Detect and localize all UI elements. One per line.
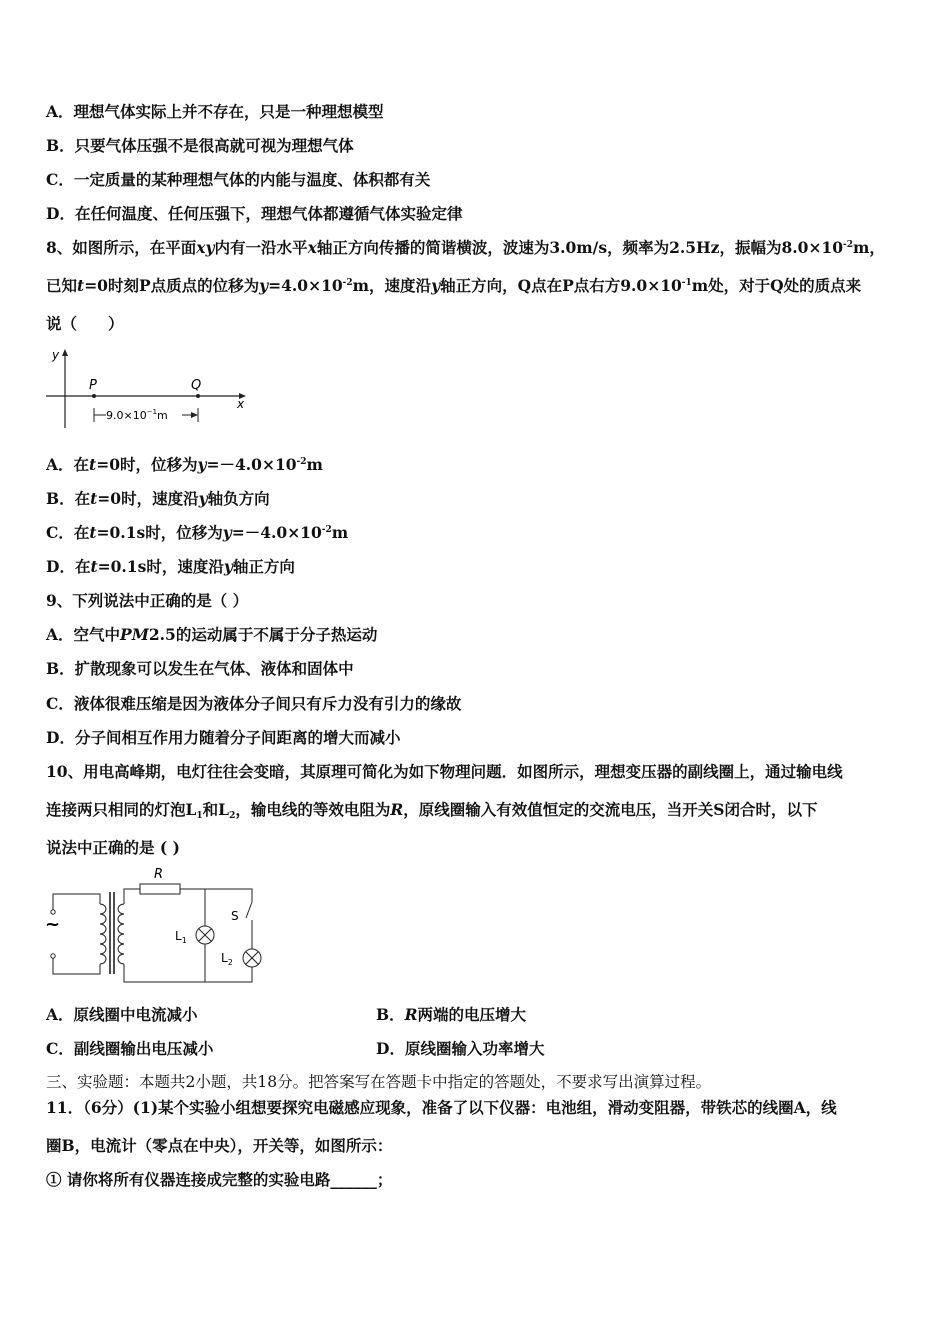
- option-label: C．: [46, 694, 74, 713]
- text: m: [331, 523, 349, 542]
- x-axis-label: x: [237, 397, 245, 411]
- q8-stem-line-1: [46, 238, 885, 258]
- distance-label: $9.0\times 10^{-1}m$: [106, 408, 168, 422]
- text: 和L: [202, 800, 230, 819]
- secondary-wire-top: [124, 889, 140, 904]
- y-axis-arrow: [62, 349, 68, 356]
- text: m，: [853, 238, 885, 257]
- option-label: C．: [46, 170, 74, 189]
- var-y: y: [259, 276, 269, 295]
- resistor-r: [140, 884, 180, 894]
- var-t: t: [89, 523, 97, 542]
- option-text: 分子间相互作用力随着分子间距离的增大而减小: [74, 728, 401, 747]
- text: =－4.0×10: [206, 455, 297, 474]
- superscript: -2: [321, 525, 332, 535]
- text: 2.5的运动属于不属于分子热运动: [148, 625, 378, 644]
- q10-stem-line-1: 10、用电高峰期，电灯往往会变暗，其原理可简化为如下物理问题．如图所示，理想变压器的副线圈上，通过输电线: [46, 762, 843, 781]
- q9-option-a: [46, 625, 377, 645]
- text: 在: [73, 455, 90, 474]
- point-p-label: P: [89, 378, 97, 393]
- q8-option-a: [46, 455, 323, 475]
- q9-option-d: [46, 728, 400, 748]
- text: =0时，位移为: [96, 455, 198, 474]
- text: m: [306, 455, 323, 474]
- var-t: t: [77, 276, 85, 295]
- text: 内有一沿水平: [214, 238, 308, 257]
- option-text: 两端的电压增大: [417, 1005, 527, 1024]
- switch-s: [246, 902, 252, 918]
- text: 空气中: [73, 625, 121, 644]
- q10-stem-line-2: [46, 800, 817, 820]
- text: =0时刻P点质点的位移为: [84, 276, 260, 295]
- q7-option-d: [46, 204, 462, 224]
- var-t: t: [90, 489, 98, 508]
- option-label: D．: [46, 728, 75, 747]
- text: =0.1s时，位移为: [96, 523, 223, 542]
- var-x: x: [307, 238, 317, 257]
- option-label: D．: [376, 1039, 405, 1058]
- terminal-top: [51, 910, 55, 914]
- var-xy: xy: [196, 238, 215, 257]
- option-text: 原线圈输入功率增大: [404, 1039, 545, 1058]
- option-label: A．: [46, 1005, 74, 1024]
- q11-stem-line-1: [46, 1098, 837, 1118]
- primary-coil: [100, 904, 106, 964]
- q9-option-b: [46, 659, 354, 679]
- text: 轴正方向，Q点在P点右方9.0×10: [440, 276, 682, 295]
- terminal-bottom: [51, 954, 55, 958]
- superscript: -2: [342, 278, 353, 288]
- text: ① 请你将所有仪器连接成完整的实验电路: [46, 1170, 331, 1189]
- secondary-coil: [118, 904, 124, 964]
- q10-option-c: [46, 1039, 213, 1059]
- option-text: 一定质量的某种理想气体的内能与温度、体积都有关: [73, 170, 431, 189]
- var-r: R: [390, 800, 404, 819]
- resistor-r-label: R: [154, 867, 164, 882]
- q8-option-d: [46, 557, 295, 577]
- ac-source-symbol: ~: [45, 914, 61, 935]
- text: (1)某个实验小组想要探究电磁感应现象，准备了以下仪器：电池组，滑动变阻器，带铁芯的线圈A，线: [132, 1098, 837, 1117]
- text: m处，对于Q处的质点来: [691, 276, 862, 295]
- text: =4.0×10: [268, 276, 343, 295]
- text: =0时，速度沿: [97, 489, 199, 508]
- var-y: y: [198, 489, 208, 508]
- text: 在: [74, 557, 91, 576]
- text: 11．（6分）: [46, 1098, 133, 1117]
- text: 轴正方向: [232, 557, 295, 576]
- var-pm: PM: [120, 625, 149, 644]
- text: =－4.0×10: [231, 523, 322, 542]
- text: ；: [376, 1170, 393, 1189]
- lamp-l2-label: $L_2$: [221, 951, 233, 967]
- point-p-dot: [92, 394, 96, 398]
- text: ，原线圈输入有效值恒定的交流电压，当开关S闭合时，以下: [403, 800, 818, 819]
- q10-stem-line-3: 说法中正确的是 ( ): [46, 838, 180, 857]
- var-y: y: [223, 557, 233, 576]
- option-text: 在任何温度、任何压强下，理想气体都遵循气体实验定律: [74, 204, 463, 223]
- wire-top-right: [180, 889, 252, 902]
- text: ，输电线的等效电阻为: [235, 800, 391, 819]
- option-label: B．: [46, 489, 75, 508]
- option-label: C．: [46, 1039, 74, 1058]
- q10-option-d: [376, 1039, 544, 1059]
- subscript: 2: [229, 811, 236, 821]
- var-y: y: [431, 276, 441, 295]
- answer-blank: ______: [330, 1170, 377, 1189]
- q10-option-b: [376, 1005, 526, 1025]
- lamp-l1-label: $L_1$: [175, 929, 187, 945]
- primary-wire-bottom: [53, 958, 100, 974]
- q8-wave-figure: [44, 346, 254, 432]
- text: 轴负方向: [207, 489, 270, 508]
- primary-wire-top: [53, 894, 100, 910]
- option-label: A．: [46, 625, 74, 644]
- option-text: 副线圈输出电压减小: [73, 1039, 214, 1058]
- option-label: B．: [46, 659, 75, 678]
- q10-option-a: [46, 1005, 198, 1025]
- q9-stem: 9、下列说法中正确的是（ ）: [46, 591, 249, 610]
- option-label: A．: [46, 455, 74, 474]
- q7-option-a: [46, 102, 384, 122]
- q11-stem-line-3: [46, 1170, 392, 1190]
- var-t: t: [89, 455, 97, 474]
- option-text: 理想气体实际上并不存在，只是一种理想模型: [73, 102, 384, 121]
- q9-option-c: [46, 694, 461, 714]
- point-q-label: Q: [191, 378, 202, 393]
- text: 在: [74, 489, 91, 508]
- q11-stem-line-2: 圈B，电流计（零点在中央），开关等，如图所示：: [46, 1136, 393, 1155]
- text: 在: [73, 523, 90, 542]
- q8-option-c: [46, 523, 348, 543]
- switch-s-label: S: [231, 909, 239, 923]
- section-3-heading: 三、实验题：本题共2小题，共18分。把答案写在答题卡中指定的答题处，不要求写出演算过程。: [46, 1073, 712, 1091]
- option-label: D．: [46, 204, 75, 223]
- text: 连接两只相同的灯泡L: [46, 800, 197, 819]
- q7-option-c: [46, 170, 430, 190]
- secondary-wire-bottom: [124, 964, 252, 982]
- q10-circuit-figure: [40, 864, 276, 988]
- text: =0.1s时，速度沿: [97, 557, 224, 576]
- option-label: C．: [46, 523, 74, 542]
- var-y: y: [222, 523, 232, 542]
- option-text: 只要气体压强不是很高就可视为理想气体: [74, 136, 354, 155]
- point-q-dot: [196, 394, 200, 398]
- option-text: 液体很难压缩是因为液体分子间只有斥力没有引力的缘故: [73, 694, 462, 713]
- y-axis-label: y: [52, 348, 60, 362]
- text: 轴正方向传播的简谐横波，波速为3.0m/s，频率为2.5Hz，振幅为8.0×10: [316, 238, 844, 257]
- option-label: B．: [376, 1005, 405, 1024]
- superscript: -1: [681, 278, 692, 288]
- option-label: D．: [46, 557, 75, 576]
- text: 8、如图所示，在平面: [46, 238, 197, 257]
- q8-stem-line-3: 说（ ）: [46, 314, 124, 333]
- superscript: -2: [843, 240, 854, 250]
- superscript: -2: [296, 457, 307, 467]
- option-text: 原线圈中电流减小: [73, 1005, 198, 1024]
- text: m，速度沿: [352, 276, 432, 295]
- q8-stem-line-2: [46, 276, 861, 296]
- option-label: A．: [46, 102, 74, 121]
- distance-arrow: [191, 412, 198, 418]
- var-r: R: [404, 1005, 418, 1024]
- q8-option-b: [46, 489, 270, 509]
- text: 已知: [46, 276, 78, 295]
- var-y: y: [197, 455, 207, 474]
- q7-option-b: [46, 136, 354, 156]
- option-text: 扩散现象可以发生在气体、液体和固体中: [74, 659, 354, 678]
- var-t: t: [90, 557, 98, 576]
- subscript: 1: [196, 811, 203, 821]
- option-label: B．: [46, 136, 75, 155]
